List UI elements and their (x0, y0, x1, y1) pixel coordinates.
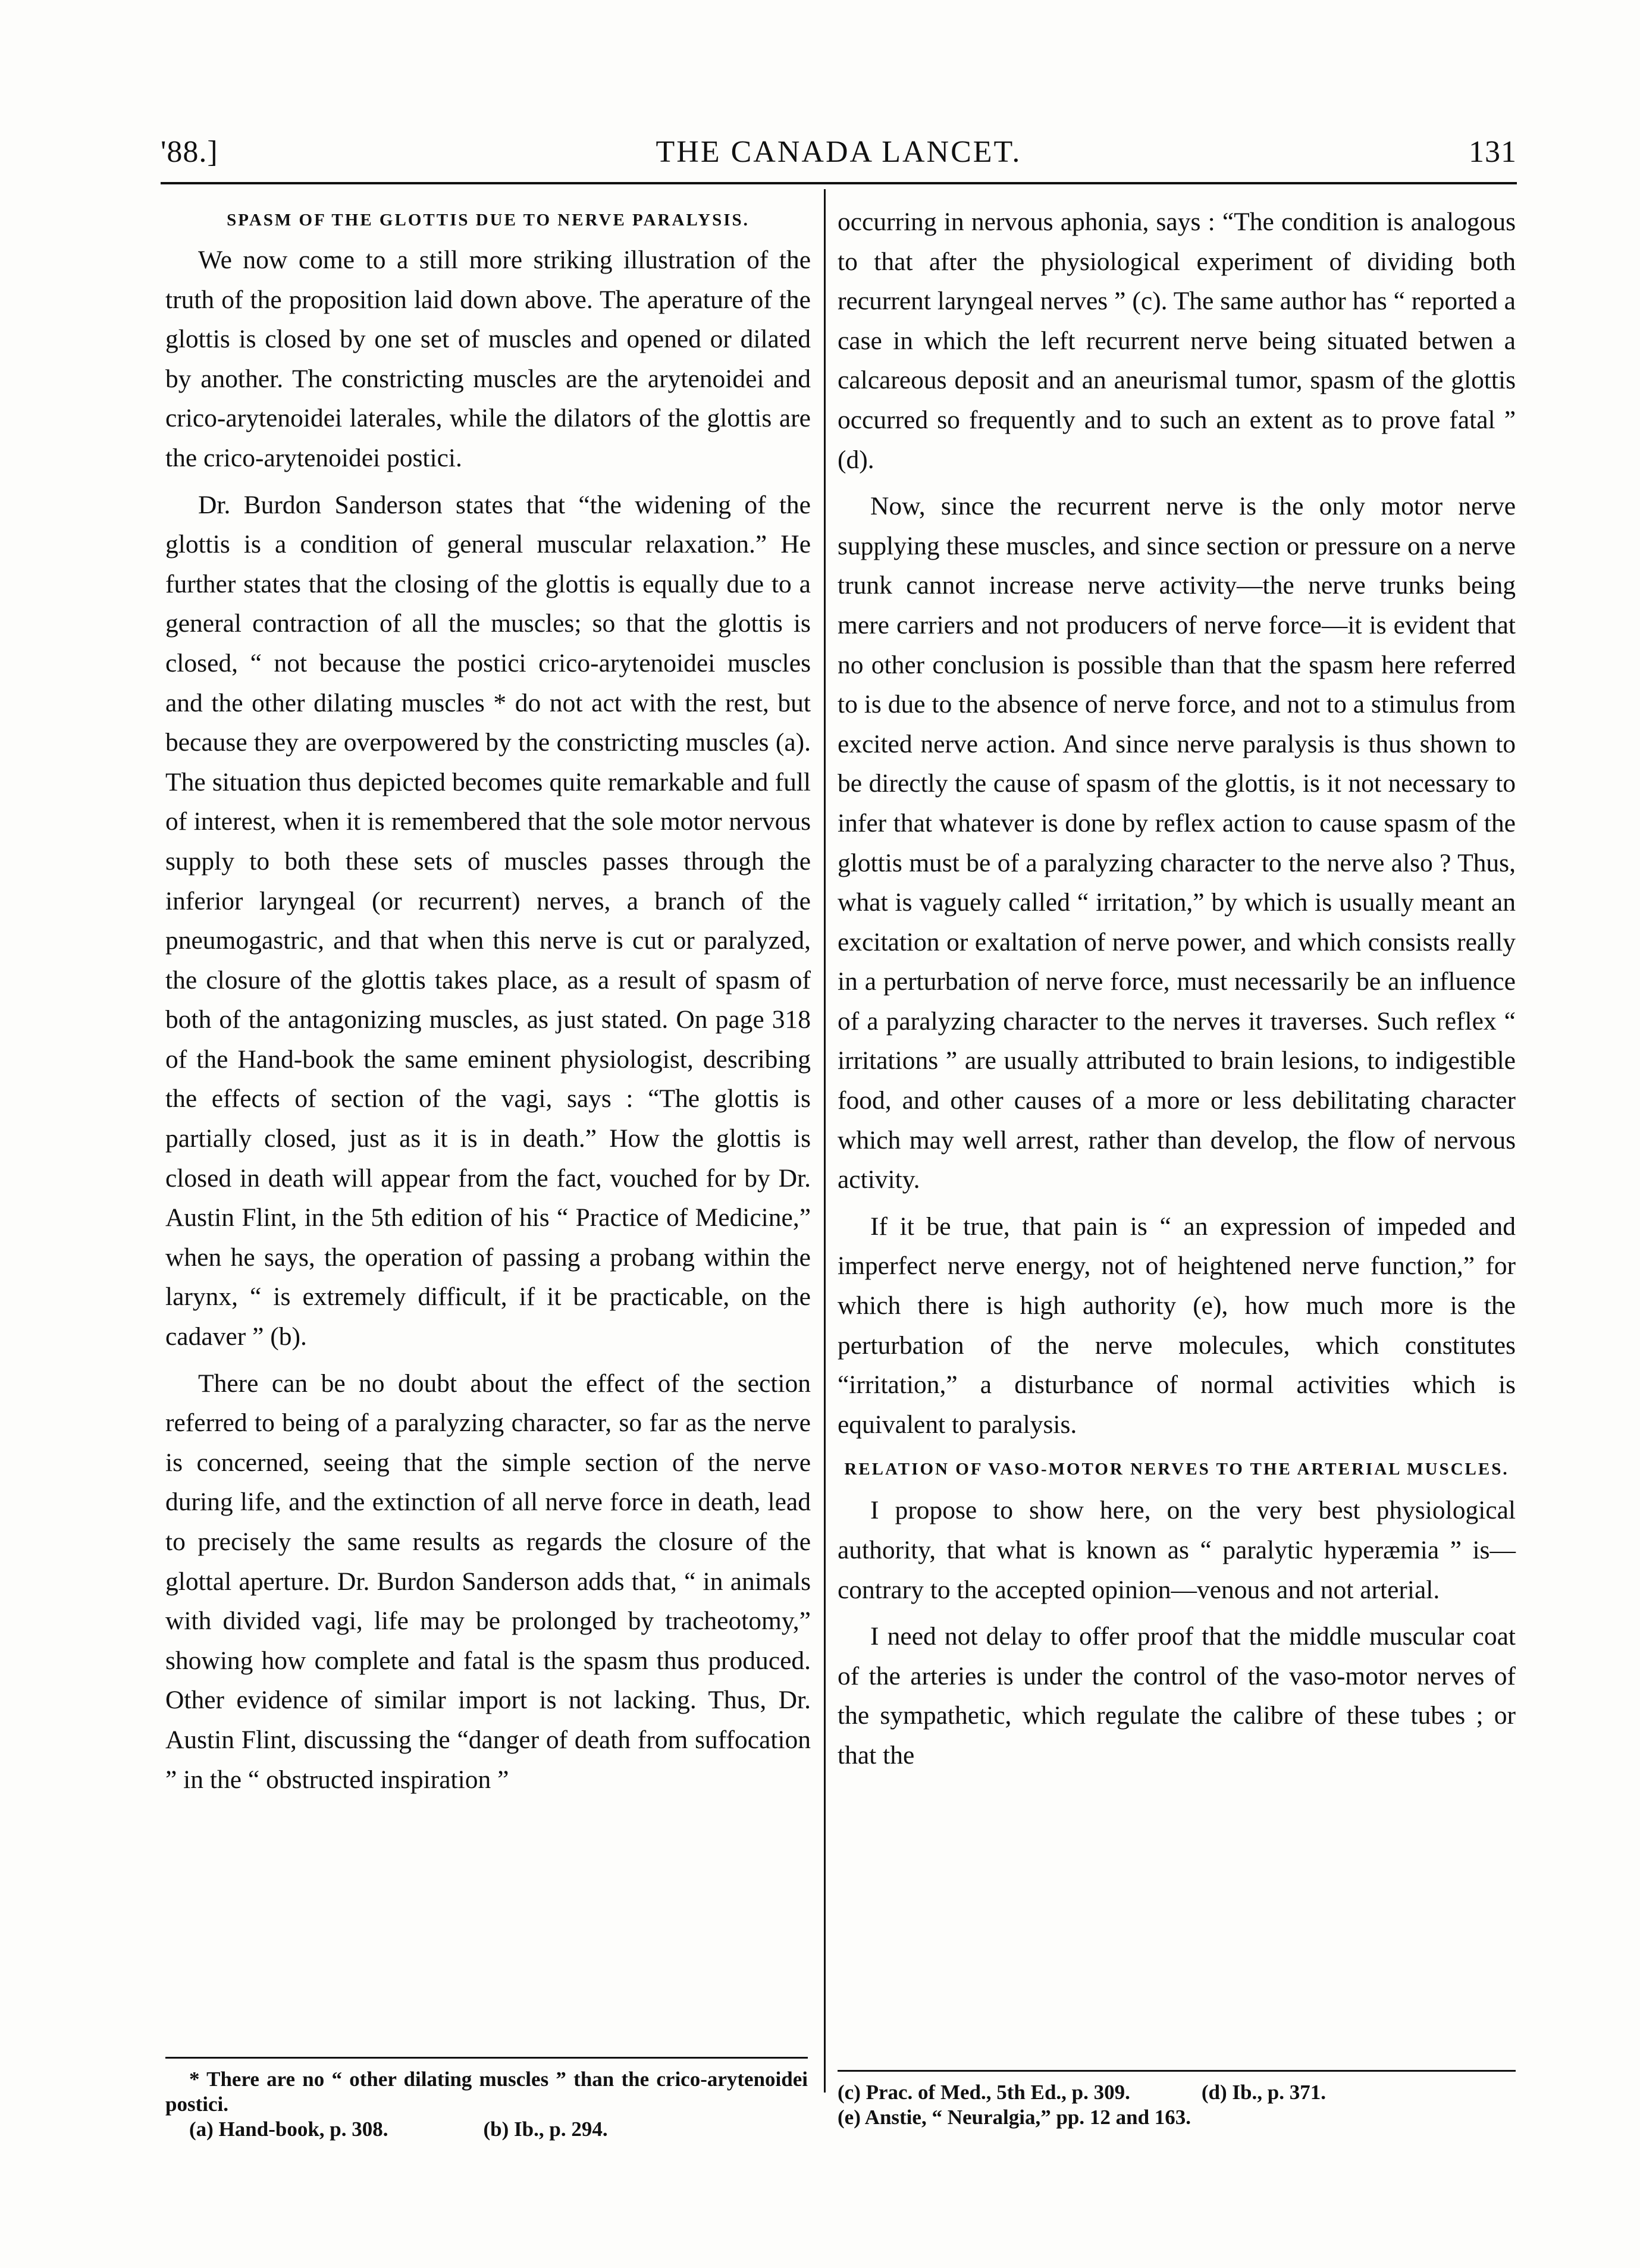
page-number: 131 (1469, 135, 1517, 169)
header-rule (161, 182, 1517, 184)
footnote-a: (a) Hand-book, p. 308. (189, 2118, 388, 2141)
journal-title: THE CANADA LANCET. (656, 135, 1022, 169)
paragraph: I propose to show here, on the very best physiological authority, that what is known as “ paralytic hyperæmia ” is—contrary to the accepted opinion—venous and not arterial. (838, 1496, 1516, 1604)
section-heading-spasm: SPASM OF THE GLOTTIS DUE TO NERVE PARALYSIS. (227, 211, 750, 230)
footnotes-right (838, 2080, 1516, 2130)
paragraph: Dr. Burdon Sanderson states that “the widening of the glottis is a condition of general muscular relaxation.” He further states that the closing of the glottis is equally due to a general contraction of all the muscles; so that the glottis is closed, “ not because the postici crico-arytenoidei muscles and the other dilating muscles * do not act with the rest, but because they are overpowered by the constricting muscles (a). The situation thus depicted becomes quite remarkable and full of interest, when it is remembered that the sole motor nervous supply to both these sets of muscles passes through the inferior laryngeal (or recurrent) nerves, a branch of the pneumogastric, and that when this nerve is cut or paralyzed, the closure of the glottis takes place, as a result of spasm of both of the antagonizing muscles, as just stated. On page 318 of the Hand-book the same eminent physiologist, describing the effects of section of the vagi, says : “The glottis is partially closed, just as it is in death.” How the glottis is closed in death will appear from the fact, vouched for by Dr. Austin Flint, in the 5th edition of his “ Practice of Medicine,” when he says, the operation of passing a probang within the larynx, “ is extremely difficult, if it be practicable, on the cadaver ” (b). (165, 490, 811, 1351)
footnote-rule-right (838, 2070, 1516, 2072)
footnote-c: (c) Prac. of Med., 5th Ed., p. 309. (838, 2081, 1130, 2104)
paragraph: There can be no doubt about the effect of the section referred to being of a paralyzing character, so far as the nerve is concerned, seeing that the simple section of the nerve during life, and the extinction of all nerve force in death, lead to precisely the same results as regards the closure of the glottal aperture. Dr. Burdon Sanderson adds that, “ in animals with divided vagi, life may be prolonged by tracheotomy,” showing how complete and fatal is the spasm thus produced. Other evidence of similar import is not lacking. Thus, Dr. Austin Flint, discussing the “danger of death from suffocation ” in the “ obstructed inspiration ” (165, 1369, 811, 1794)
header-year: '88.] (161, 135, 218, 169)
running-header (161, 134, 1517, 176)
paragraph: I need not delay to offer proof that the middle muscular coat of the arteries is under the control of the vaso-motor nerves of the sympathetic, which regulate the calibre of these tubes ; or that the (838, 1622, 1516, 1770)
paragraph: We now come to a still more striking illustration of the truth of the proposition laid down above. The aperature of the glottis is closed by one set of muscles and opened or dilated by another. The constricting muscles are the arytenoidei and crico-arytenoidei laterales, while the dilators of the glottis are the crico-arytenoidei postici. (165, 246, 811, 472)
right-column (838, 202, 1516, 1775)
footnotes-left (165, 2067, 808, 2142)
column-divider (824, 189, 826, 2093)
paragraph: If it be true, that pain is “ an expression of impeded and imperfect nerve energy, not of heightened nerve function,” for which there is high authority (e), how much more is the perturbation of the nerve molecules, which constitutes “irritation,” a disturbance of normal activities which is equivalent to paralysis. (838, 1212, 1516, 1439)
footnote-row (838, 2080, 1516, 2105)
paragraph: Now, since the recurrent nerve is the only motor nerve supplying these muscles, and since section or pressure on a nerve trunk cannot increase nerve activity—the nerve trunks being mere carriers and not producers of nerve force—it is evident that no other conclusion is possible than that the spasm here referred to is due to the absence of nerve force, and not to a stimulus from excited nerve action. And since nerve paralysis is thus shown to be directly the cause of spasm of the glottis, is it not necessary to infer that whatever is done by reflex action to cause spasm of the glottis must be of a paralyzing character to the nerve also ? Thus, what is vaguely called “ irritation,” by which is usually meant an excitation or exaltation of nerve power, and which consists really in a perturbation of nerve force, must necessarily be an influence of a paralyzing character to the nerves it traverses. Such reflex “ irritations ” are usually attributed to brain lesions, to indigestible food, and other causes of a more or less debilitating character which may well arrest, rather than develop, the flow of nervous activity. (838, 492, 1516, 1194)
footnote-rule-left (165, 2057, 808, 2059)
footnote-b: (b) Ib., p. 294. (483, 2118, 608, 2141)
footnote-row (165, 2117, 808, 2142)
footnote-e: (e) Anstie, “ Neuralgia,” pp. 12 and 163. (838, 2106, 1191, 2129)
paragraph: occurring in nervous aphonia, says : “The condition is analogous to that after the physiological experiment of dividing both recurrent laryngeal nerves ” (c). The same author has “ reported a case in which the left recurrent nerve being situated betwen a calcareous deposit and an aneurismal tumor, spasm of the glottis occurred so frequently and to such an extent as to prove fatal ” (d). (838, 208, 1516, 474)
left-column (165, 202, 811, 1799)
footnote-d: (d) Ib., p. 371. (1201, 2081, 1326, 2104)
footnote-star: * There are no “ other dilating muscles ” than the crico-arytenoidei postici. (165, 2068, 808, 2116)
section-heading-vaso-motor: RELATION OF VASO-MOTOR NERVES TO THE ARTERIAL MUSCLES. (844, 1460, 1509, 1479)
